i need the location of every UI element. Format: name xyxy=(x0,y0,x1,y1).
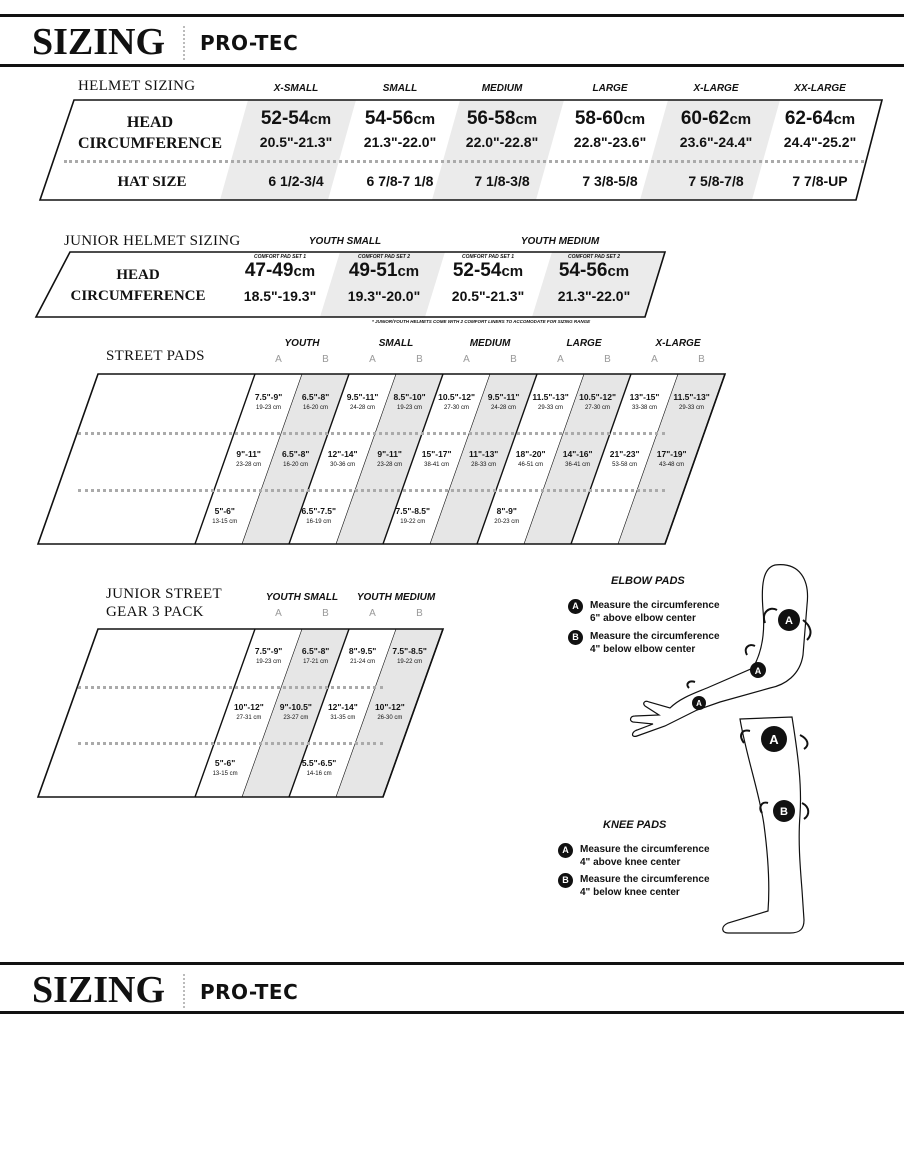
knee-pads-title: KNEE PADS xyxy=(603,819,667,831)
pad-inches: 7.5"-8.5" xyxy=(395,505,431,516)
cm-range: 52-54 xyxy=(452,260,502,281)
pad-inches: 5"-6" xyxy=(214,505,235,516)
hand-badge-a: A xyxy=(696,699,702,708)
pad-cm: 29-33 cm xyxy=(538,404,564,411)
pad-cm: 53-58 cm xyxy=(612,461,638,468)
cm-range: 62-64 xyxy=(784,108,834,129)
hat-size-value: 7 3/8-5/8 xyxy=(582,173,638,189)
knee-b-text xyxy=(580,873,710,899)
elbow-b-line1: Measure the circumference xyxy=(590,631,720,642)
pad-size-header: YOUTH MEDIUM xyxy=(356,592,436,603)
pad-inches: 14"-16" xyxy=(562,448,593,459)
pad-cm: 24-28 cm xyxy=(491,404,517,411)
pad-inches: 11.5"-13" xyxy=(532,391,569,402)
wrist-badge-a: A xyxy=(754,666,762,676)
pad-cm: 23-28 cm xyxy=(236,461,262,468)
pad-inches: 9.5"-11" xyxy=(346,391,379,402)
junior-street-title xyxy=(106,585,222,621)
junior-inch-value: 18.5"-19.3" xyxy=(243,288,317,304)
pad-cm: 33-38 cm xyxy=(632,404,658,411)
junior-head-line1: HEAD xyxy=(116,267,160,283)
junior-cm-value xyxy=(534,260,654,282)
pad-cm: 29-33 cm xyxy=(679,404,705,411)
leg-badge-a: A xyxy=(769,732,779,747)
pad-inches: 8.5"-10" xyxy=(393,391,426,402)
pad-cm: 16-19 cm xyxy=(306,518,332,525)
badge-b-icon: B xyxy=(568,630,583,645)
elbow-a-line1: Measure the circumference xyxy=(590,600,720,611)
pad-size-header: LARGE xyxy=(566,338,602,349)
junior-inch-value: 20.5"-21.3" xyxy=(451,288,525,304)
helmet-size-header: X-SMALL xyxy=(273,83,319,94)
pad-cm: 23-28 cm xyxy=(377,461,403,468)
pad-cm: 28-33 cm xyxy=(471,461,497,468)
row-divider xyxy=(78,432,665,435)
pad-cm: 38-41 cm xyxy=(424,461,450,468)
pad-inches: 17"-19" xyxy=(656,448,687,459)
hat-size-label: HAT SIZE xyxy=(117,174,187,190)
pad-cell xyxy=(197,506,253,525)
footer-separator xyxy=(183,974,187,1008)
elbow-pads-title: ELBOW PADS xyxy=(611,575,685,587)
pad-size-header: YOUTH xyxy=(284,338,320,349)
pad-cm: 19-22 cm xyxy=(400,518,426,525)
knee-b-line2: 4" below knee center xyxy=(580,887,680,898)
pad-cm: 16-20 cm xyxy=(283,461,309,468)
footer-brand-logo: PRO-TEC xyxy=(200,980,299,1004)
cm-range: 56-58 xyxy=(466,108,516,129)
helmet-size-header: X-LARGE xyxy=(693,83,739,94)
page-title: SIZING xyxy=(32,21,166,63)
pad-inches: 6.5"-8" xyxy=(301,391,330,402)
helmet-cm-value xyxy=(550,108,670,130)
pad-cell xyxy=(382,646,438,665)
badge-a-icon: A xyxy=(568,599,583,614)
pad-ab-header: B xyxy=(510,354,517,365)
row-divider xyxy=(78,489,665,492)
pad-inches: 12"-14" xyxy=(327,448,358,459)
pad-ab-header: B xyxy=(416,354,423,365)
pad-cm: 31-35 cm xyxy=(330,715,356,721)
pad-cell xyxy=(644,449,700,468)
cm-range: 54-56 xyxy=(364,108,414,129)
helmet-inch-value: 22.0"-22.8" xyxy=(465,134,539,150)
pad-cell xyxy=(291,506,347,525)
helmet-inch-value: 20.5"-21.3" xyxy=(259,134,333,150)
pad-ab-header: B xyxy=(698,354,705,365)
cm-unit: cm xyxy=(397,263,420,280)
cm-range: 49-51 xyxy=(348,260,398,281)
pad-inches: 6.5"-8" xyxy=(301,646,330,656)
helmet-inch-value: 24.4"-25.2" xyxy=(783,134,857,150)
hat-size-value: 6 7/8-7 1/8 xyxy=(366,173,434,189)
pad-inches: 5"-6" xyxy=(214,758,236,768)
brand-logo: PRO-TEC xyxy=(200,31,299,55)
pad-inches: 9.5"-11" xyxy=(487,391,520,402)
pad-size-header: YOUTH SMALL xyxy=(265,592,339,603)
pad-inches: 21"-23" xyxy=(609,448,640,459)
youth-small-header: YOUTH SMALL xyxy=(308,236,382,247)
title-separator xyxy=(183,26,187,60)
helmet-divider xyxy=(64,160,864,163)
pad-size-header: MEDIUM xyxy=(469,338,511,349)
pad-cm: 27-30 cm xyxy=(585,404,611,411)
hat-size-value: 6 1/2-3/4 xyxy=(268,173,324,189)
pad-cm: 24-28 cm xyxy=(350,404,376,411)
junior-helmet-title: JUNIOR HELMET SIZING xyxy=(64,233,241,249)
pad-inches: 10.5"-12" xyxy=(438,391,475,402)
comfort-pad-label: COMFORT PAD SET 2 xyxy=(567,254,621,260)
helmet-size-header: SMALL xyxy=(382,83,418,94)
pad-cm: 19-22 cm xyxy=(397,659,423,665)
cm-unit: cm xyxy=(501,263,524,280)
pad-cm: 13-15 cm xyxy=(212,518,238,525)
pad-ab-header: B xyxy=(322,608,329,619)
pad-cm: 13-15 cm xyxy=(212,771,238,777)
cm-unit: cm xyxy=(515,111,538,128)
helmet-size-header: XX-LARGE xyxy=(794,83,846,94)
leg-illustration xyxy=(720,715,830,940)
helmet-cm-value xyxy=(236,108,356,130)
pad-ab-header: A xyxy=(651,354,658,365)
pad-cm: 27-31 cm xyxy=(236,715,262,721)
knee-a-text xyxy=(580,843,710,869)
footer-bottom-rule xyxy=(0,1011,904,1014)
cm-unit: cm xyxy=(607,263,630,280)
pad-inches: 15"-17" xyxy=(421,448,452,459)
pad-cm: 14-16 cm xyxy=(306,771,332,777)
top-rule xyxy=(0,14,904,17)
pad-inches: 13"-15" xyxy=(629,391,660,402)
pad-inches: 8"-9.5" xyxy=(348,646,377,656)
pad-size-header: X-LARGE xyxy=(655,338,701,349)
pad-inches: 8"-9" xyxy=(496,505,517,516)
helmet-head-label xyxy=(70,112,230,154)
street-pads-title: STREET PADS xyxy=(106,348,205,364)
pad-cm: 26-30 cm xyxy=(377,715,403,721)
pad-cm: 19-23 cm xyxy=(256,659,282,665)
youth-medium-header: YOUTH MEDIUM xyxy=(520,236,600,247)
pad-cm: 43-48 cm xyxy=(659,461,685,468)
row-divider xyxy=(78,742,383,745)
pad-inches: 18"-20" xyxy=(515,448,546,459)
junior-cm-value xyxy=(220,260,340,282)
comfort-pad-label: COMFORT PAD SET 2 xyxy=(357,254,411,260)
helmet-cm-value xyxy=(760,108,880,130)
pad-cm: 27-30 cm xyxy=(444,404,470,411)
header-rule xyxy=(0,64,904,67)
pad-cm: 21-24 cm xyxy=(350,659,376,665)
pad-inches: 12"-14" xyxy=(327,702,358,712)
junior-head-line2: CIRCUMFERENCE xyxy=(70,288,206,304)
pad-ab-header: A xyxy=(463,354,470,365)
pad-inches: 5.5"-6.5" xyxy=(301,758,337,768)
pad-inches: 11"-13" xyxy=(469,448,499,459)
cm-range: 60-62 xyxy=(680,108,730,129)
junior-helmet-note: * JUNIOR/YOUTH HELMETS COME WITH 2 COMFORT LINERS TO ACCOMODATE FOR SIZING RANGE xyxy=(372,319,591,324)
helmet-inch-value: 21.3"-22.0" xyxy=(363,134,437,150)
junior-head-label xyxy=(58,265,218,307)
pad-cm: 20-23 cm xyxy=(494,518,520,525)
pad-inches: 7.5"-9" xyxy=(254,646,283,656)
pad-cm: 19-23 cm xyxy=(256,404,282,411)
helmet-size-header: MEDIUM xyxy=(481,83,523,94)
pad-inches: 7.5"-8.5" xyxy=(392,646,427,656)
pad-ab-header: A xyxy=(369,608,376,619)
footer-title: SIZING xyxy=(32,969,166,1011)
comfort-pad-label: COMFORT PAD SET 1 xyxy=(461,254,515,260)
footer-top-rule xyxy=(0,962,904,965)
hat-size-value: 7 5/8-7/8 xyxy=(688,173,744,189)
helmet-cm-value xyxy=(442,108,562,130)
pad-cell xyxy=(291,758,347,777)
pad-cm: 46-51 cm xyxy=(518,461,544,468)
cm-unit: cm xyxy=(293,263,316,280)
junior-inch-value: 21.3"-22.0" xyxy=(557,288,631,304)
pad-cm: 30-36 cm xyxy=(330,461,356,468)
elbow-a-line2: 6" above elbow center xyxy=(590,613,696,624)
badge-b-icon: B xyxy=(558,873,573,888)
cm-unit: cm xyxy=(729,111,752,128)
leg-badge-b: B xyxy=(780,806,788,818)
knee-a-line2: 4" above knee center xyxy=(580,857,681,868)
pad-inches: 6.5"-7.5" xyxy=(301,505,337,516)
helmet-head-line1: HEAD xyxy=(126,114,174,131)
knee-b-line1: Measure the circumference xyxy=(580,874,710,885)
pad-cm: 16-20 cm xyxy=(303,404,329,411)
hat-size-value: 7 7/8-UP xyxy=(792,173,848,189)
pad-inches: 7.5"-9" xyxy=(254,391,283,402)
pad-inches: 9"-11" xyxy=(236,448,261,459)
pad-cm: 17-21 cm xyxy=(303,659,329,665)
pad-ab-header: A xyxy=(275,608,282,619)
junior-cm-value xyxy=(428,260,548,282)
pad-cell xyxy=(385,506,441,525)
pad-cm: 36-41 cm xyxy=(565,461,591,468)
pad-ab-header: B xyxy=(322,354,329,365)
pad-inches: 10"-12" xyxy=(374,702,405,712)
cm-unit: cm xyxy=(623,111,646,128)
pad-inches: 11.5"-13" xyxy=(673,391,710,402)
knee-a-line1: Measure the circumference xyxy=(580,844,710,855)
helmet-head-line2: CIRCUMFERENCE xyxy=(78,135,222,152)
pad-inches: 9"-10.5" xyxy=(279,702,312,712)
junior-cm-value xyxy=(324,260,444,282)
pad-ab-header: A xyxy=(557,354,564,365)
junior-street-line1: JUNIOR STREET xyxy=(106,586,222,602)
helmet-title: HELMET SIZING xyxy=(78,78,196,94)
pad-size-header: SMALL xyxy=(378,338,414,349)
cm-range: 52-54 xyxy=(260,108,310,129)
cm-unit: cm xyxy=(413,111,436,128)
arm-badge-a: A xyxy=(785,615,793,627)
pad-ab-header: A xyxy=(369,354,376,365)
elbow-b-line2: 4" below elbow center xyxy=(590,644,696,655)
helmet-cm-value xyxy=(656,108,776,130)
pad-inches: 6.5"-8" xyxy=(281,448,310,459)
cm-range: 47-49 xyxy=(244,260,294,281)
helmet-inch-value: 22.8"-23.6" xyxy=(573,134,647,150)
junior-inch-value: 19.3"-20.0" xyxy=(347,288,421,304)
hat-size-value: 7 1/8-3/8 xyxy=(474,173,530,189)
comfort-pad-label: COMFORT PAD SET 1 xyxy=(253,254,307,260)
pad-inches: 10"-12" xyxy=(233,702,264,712)
pad-cm: 23-27 cm xyxy=(283,715,309,721)
row-divider xyxy=(78,686,383,689)
cm-unit: cm xyxy=(833,111,856,128)
pad-cm: 19-23 cm xyxy=(397,404,423,411)
helmet-size-header: LARGE xyxy=(592,83,628,94)
helmet-inch-value: 23.6"-24.4" xyxy=(679,134,753,150)
pad-cell xyxy=(479,506,535,525)
cm-range: 54-56 xyxy=(558,260,608,281)
cm-unit: cm xyxy=(309,111,332,128)
pad-cell xyxy=(362,702,418,721)
pad-cell xyxy=(197,758,253,777)
pad-cell xyxy=(664,392,720,411)
pad-inches: 10.5"-12" xyxy=(579,391,616,402)
pad-ab-header: B xyxy=(604,354,611,365)
junior-street-line2: GEAR 3 PACK xyxy=(106,604,204,620)
pad-inches: 9"-11" xyxy=(377,448,402,459)
cm-range: 58-60 xyxy=(574,108,624,129)
pad-ab-header: B xyxy=(416,608,423,619)
badge-a-icon: A xyxy=(558,843,573,858)
pad-ab-header: A xyxy=(275,354,282,365)
